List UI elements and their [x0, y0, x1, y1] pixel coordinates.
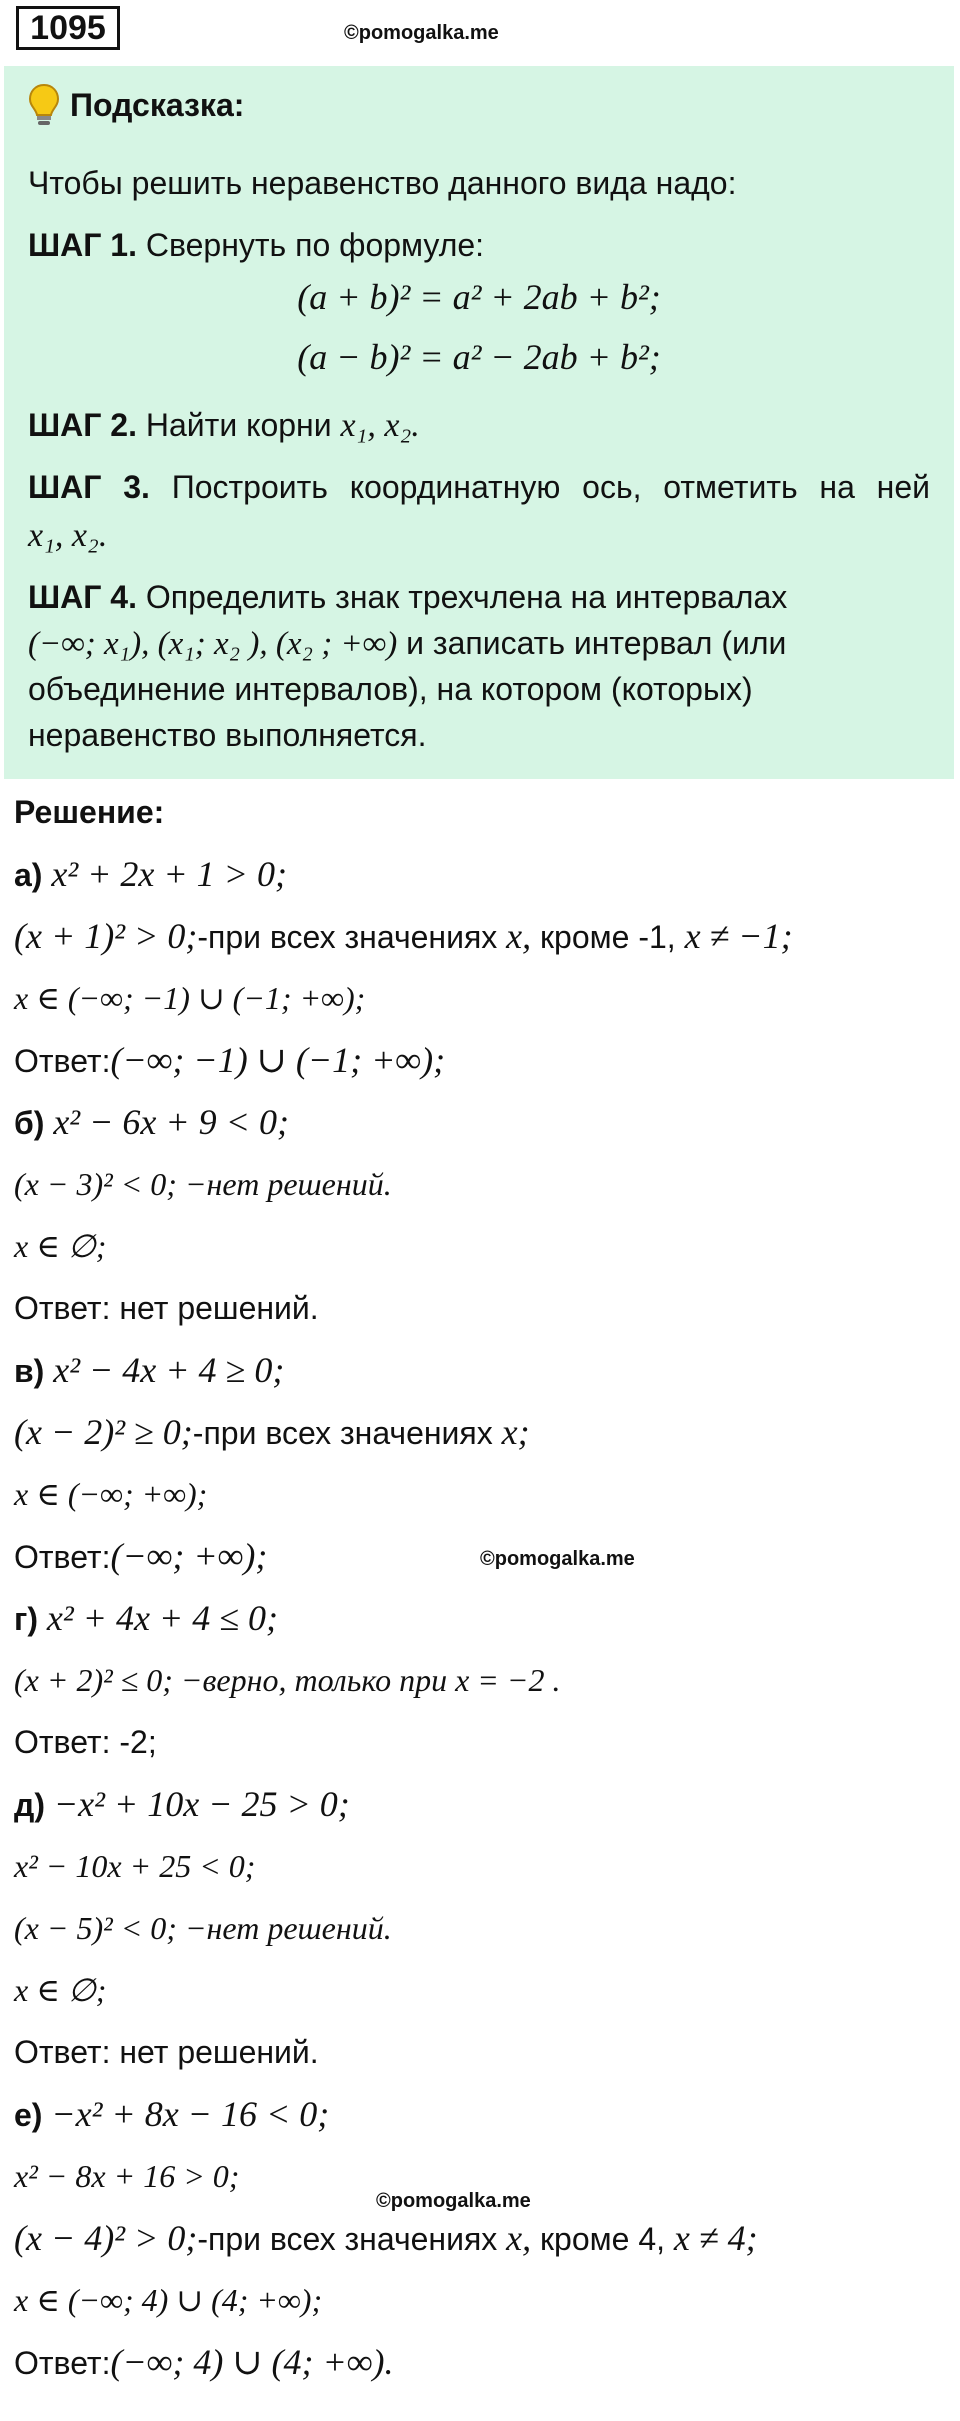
part-d-answer: Ответ: нет решений. — [14, 2034, 319, 2070]
part-e-answer-label: Ответ: — [14, 2345, 111, 2381]
step3-text: Построить координатную ось, отметить на ней — [171, 469, 931, 505]
part-a-step1-text2: кроме -1, — [540, 919, 676, 955]
part-a-step1-math2: x ≠ −1; — [684, 916, 793, 956]
part-a-answer-label: Ответ: — [14, 1043, 111, 1079]
step1-text: Свернуть по формуле: — [145, 227, 485, 263]
step3-label: ШАГ 3. — [28, 469, 150, 505]
part-g-equation — [14, 1596, 278, 1641]
step4-text1: Определить знак трехчлена на интервалах — [145, 579, 788, 615]
part-v-answer-label: Ответ: — [14, 1539, 111, 1575]
header — [0, 0, 960, 60]
step2-math: x₁, x₂. — [340, 407, 420, 444]
step4-math: (−∞; x₁), (x₁; x₂ ), (x₂ ; +∞) — [28, 626, 398, 662]
part-v-answer — [14, 1534, 267, 1579]
hint-step3-math — [28, 512, 930, 559]
part-d-equation — [14, 1782, 350, 1827]
part-a-step1-math: (x + 1)² > 0; — [14, 916, 198, 956]
part-e-answer — [14, 2340, 393, 2385]
part-g-label: г) — [14, 1601, 38, 1637]
part-d-step3: x ∈ ∅; — [14, 1972, 107, 2008]
part-e-step2-math2: x ≠ 4; — [673, 2218, 758, 2258]
watermark-lower: ©pomogalka.me — [376, 2190, 531, 2212]
hint-box — [4, 66, 954, 779]
step3-math: x₁, x₂. — [28, 517, 108, 554]
hint-step4 — [28, 574, 930, 620]
part-d-step2: (x − 5)² < 0; −нет решений. — [14, 1910, 392, 1946]
part-e-step3: x ∈ (−∞; 4) ∪ (4; +∞); — [14, 2282, 323, 2318]
hint-step1 — [28, 222, 930, 268]
part-e-eq: −x² + 8x − 16 < 0; — [51, 2094, 330, 2134]
part-a-eq: x² + 2x + 1 > 0; — [51, 854, 287, 894]
part-a-answer — [14, 1038, 445, 1083]
part-b-step2: x ∈ ∅; — [14, 1228, 107, 1264]
watermark-middle: ©pomogalka.me — [480, 1548, 635, 1570]
part-e-answer-value: (−∞; 4) ∪ (4; +∞). — [110, 2342, 394, 2382]
part-a-label: а) — [14, 857, 43, 893]
step4-text2: и записать интервал (или — [406, 625, 787, 661]
part-b-equation — [14, 1100, 289, 1145]
part-b-label: б) — [14, 1105, 45, 1141]
part-e-step1: x² − 8x + 16 > 0; — [14, 2158, 240, 2194]
part-a-step2: x ∈ (−∞; −1) ∪ (−1; +∞); — [14, 980, 366, 1016]
part-e-equation — [14, 2092, 329, 2137]
part-a-step1-x: x, — [506, 916, 532, 956]
part-g-step1: (x + 2)² ≤ 0; −верно, только при x = −2 . — [14, 1662, 561, 1698]
part-g-answer: Ответ: -2; — [14, 1724, 157, 1760]
part-b-step1: (x − 3)² < 0; −нет решений. — [14, 1166, 392, 1202]
solution-title: Решение: — [14, 794, 165, 830]
part-d-step1: x² − 10x + 25 < 0; — [14, 1848, 256, 1884]
lightbulb-icon — [28, 83, 60, 127]
part-e-step2-math: (x − 4)² > 0; — [14, 2218, 198, 2258]
hint-step3 — [28, 464, 930, 510]
part-v-step2: x ∈ (−∞; +∞); — [14, 1476, 208, 1512]
part-v-label: в) — [14, 1353, 45, 1389]
hint-step4-line2 — [28, 620, 930, 667]
step1-label: ШАГ 1. — [28, 227, 137, 263]
part-b-eq: x² − 6x + 9 < 0; — [53, 1102, 289, 1142]
part-v-equation — [14, 1348, 284, 1393]
part-e-step2 — [14, 2216, 758, 2261]
hint-title — [28, 74, 930, 136]
part-a-answer-value: (−∞; −1) ∪ (−1; +∞); — [110, 1040, 446, 1080]
part-g-eq: x² + 4x + 4 ≤ 0; — [46, 1598, 278, 1638]
hint-title-text: Подсказка: — [70, 86, 245, 123]
hint-step4-line4: неравенство выполняется. — [28, 717, 427, 753]
part-v-answer-value: (−∞; +∞); — [110, 1536, 268, 1576]
watermark: ©pomogalka.me — [344, 22, 499, 44]
formula-square-diff: (a − b)² = a² − 2ab + b²; — [297, 337, 661, 377]
part-v-step1-x: x; — [501, 1412, 530, 1452]
part-a-equation — [14, 852, 287, 897]
part-v-eq: x² − 4x + 4 ≥ 0; — [53, 1350, 285, 1390]
part-e-step2-x: x, — [506, 2218, 532, 2258]
step2-label: ШАГ 2. — [28, 407, 137, 443]
part-v-step1-text: -при всех значениях — [192, 1415, 493, 1451]
task-number: 1095 — [16, 6, 120, 50]
part-v-step1-math: (x − 2)² ≥ 0; — [14, 1412, 193, 1452]
formula-square-sum: (a + b)² = a² + 2ab + b²; — [297, 277, 661, 317]
hint-step2 — [28, 402, 930, 449]
hint-intro: Чтобы решить неравенство данного вида надо: — [28, 165, 737, 201]
step2-text: Найти корни — [145, 407, 332, 443]
part-e-step2-text2: кроме 4, — [540, 2221, 666, 2257]
part-d-label: д) — [14, 1787, 45, 1823]
part-a-step1-text: -при всех значениях — [197, 919, 498, 955]
part-e-step2-text: -при всех значениях — [197, 2221, 498, 2257]
part-v-step1 — [14, 1410, 530, 1455]
part-d-eq: −x² + 10x − 25 > 0; — [53, 1784, 350, 1824]
hint-step4-line3: объединение интервалов), на котором (которых) — [28, 671, 753, 707]
step4-label: ШАГ 4. — [28, 579, 137, 615]
part-e-label: е) — [14, 2097, 43, 2133]
part-a-step1 — [14, 914, 793, 959]
part-b-answer: Ответ: нет решений. — [14, 1290, 319, 1326]
